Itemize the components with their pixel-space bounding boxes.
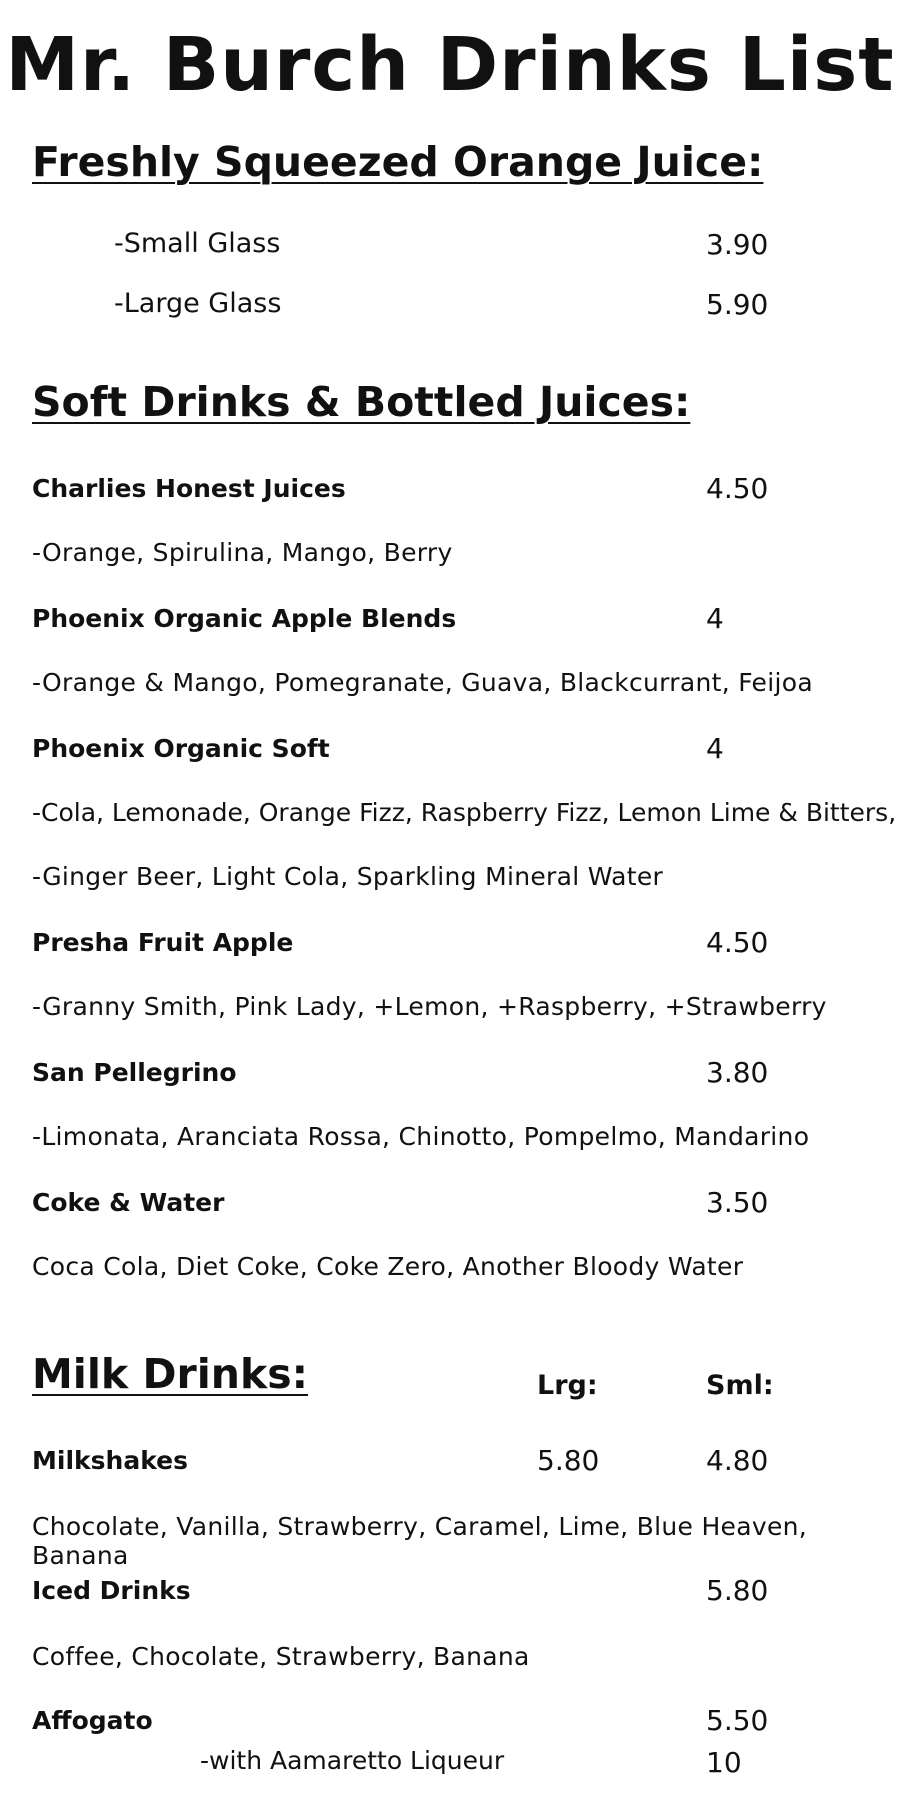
- price-large-glass: 5.90: [706, 288, 769, 321]
- menu-item-price: 5.50: [706, 1704, 769, 1737]
- menu-item-price: 3.50: [706, 1186, 769, 1219]
- menu-item-price: 4.50: [706, 926, 769, 959]
- menu-item-price: 5.80: [706, 1574, 769, 1607]
- menu-item-addon: -with Aamaretto Liqueur: [200, 1746, 505, 1775]
- menu-item-name: Coke & Water: [32, 1188, 225, 1217]
- price-large: 5.80: [537, 1444, 600, 1477]
- menu-item-name: Presha Fruit Apple: [32, 928, 294, 957]
- menu-item-description: -Cola, Lemonade, Orange Fizz, Raspberry Fizz, Lemon Lime & Bitters,: [32, 798, 897, 827]
- menu-item-description: -Granny Smith, Pink Lady, +Lemon, +Raspberry, +Strawberry: [32, 992, 827, 1021]
- column-heading-large: Lrg:: [537, 1370, 598, 1401]
- menu-item-name: Iced Drinks: [32, 1576, 191, 1605]
- menu-item-description: Coca Cola, Diet Coke, Coke Zero, Another Bloody Water: [32, 1252, 744, 1281]
- menu-item-name: Phoenix Organic Apple Blends: [32, 604, 457, 633]
- menu-item-name: Milkshakes: [32, 1446, 188, 1475]
- section-heading-soft-drinks: Soft Drinks & Bottled Juices:: [32, 378, 691, 426]
- menu-item-description: Chocolate, Vanilla, Strawberry, Caramel, Lime, Blue Heaven, Banana: [32, 1512, 808, 1570]
- price-small-glass: 3.90: [706, 228, 769, 261]
- section-heading-orange-juice: Freshly Squeezed Orange Juice:: [32, 138, 764, 186]
- menu-item-description: -Orange & Mango, Pomegranate, Guava, Blackcurrant, Feijoa: [32, 668, 813, 697]
- menu-item-price: 4.50: [706, 472, 769, 505]
- menu-item-description: -Limonata, Aranciata Rossa, Chinotto, Pompelmo, Mandarino: [32, 1122, 810, 1151]
- menu-item-name: San Pellegrino: [32, 1058, 237, 1087]
- menu-item-price: 3.80: [706, 1056, 769, 1089]
- menu-item-name: Affogato: [32, 1706, 153, 1735]
- menu-item-description: -Ginger Beer, Light Cola, Sparkling Mineral Water: [32, 862, 664, 891]
- price-small: 4.80: [706, 1444, 769, 1477]
- menu-item-description: Coffee, Chocolate, Strawberry, Banana: [32, 1642, 530, 1671]
- page-title: Mr. Burch Drinks List: [5, 22, 895, 108]
- menu-item-addon-price: 10: [706, 1746, 742, 1779]
- column-heading-small: Sml:: [706, 1370, 774, 1401]
- menu-item-name: Phoenix Organic Soft: [32, 734, 330, 763]
- menu-item-price: 4: [706, 732, 724, 765]
- section-heading-milk-drinks: Milk Drinks:: [32, 1350, 309, 1398]
- menu-item-name: Charlies Honest Juices: [32, 474, 346, 503]
- menu-item-description: -Orange, Spirulina, Mango, Berry: [32, 538, 453, 567]
- menu-item-large-glass: -Large Glass: [114, 288, 282, 319]
- menu-item-small-glass: -Small Glass: [114, 228, 281, 259]
- menu-item-price: 4: [706, 602, 724, 635]
